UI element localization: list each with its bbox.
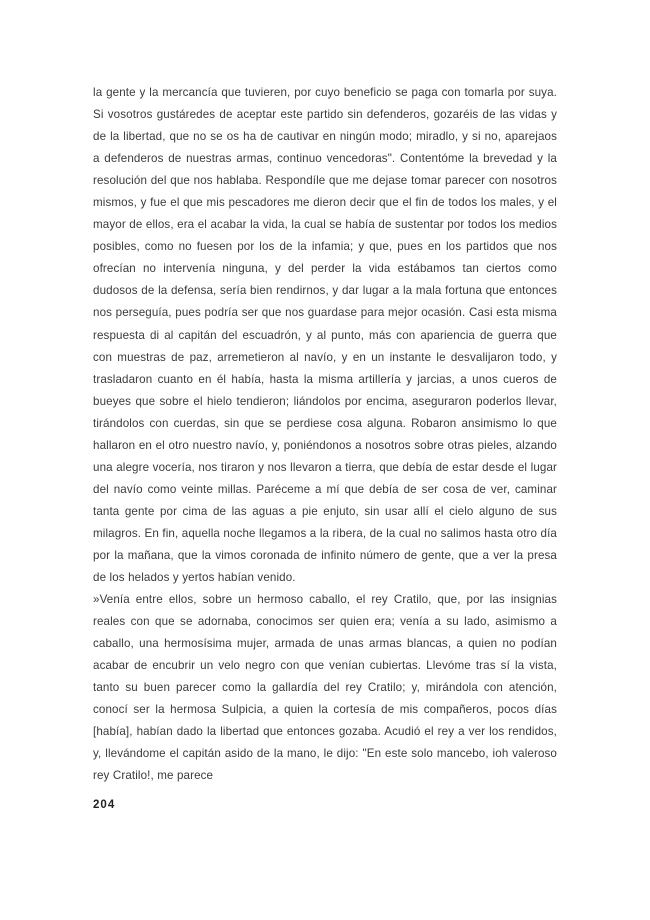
body-text-column [93, 82, 557, 788]
body-paragraph-1: la gente y la mercancía que tuvieren, por cuyo beneficio se paga con tomarla por suya. Si vosotros gustáredes de aceptar este partido sin defenderos, gozaréis de las vidas y de la libertad, que no se os ha de cautivar en ningún modo; miradlo, y si no, aparejaos a defenderos de nuestras armas, continuo vencedoras". Contentóme la brevedad y la resolución del que nos hablaba. Respondíle que me dejase tomar parecer con nosotros mismos, y fue el que mis pescadores me dieron decir que el fin de todos los males, y el mayor de ellos, era el acabar la vida, la cual se había de sustentar por todos los medios posibles, como no fuesen por los de la infamia; y que, pues en los partidos que nos ofrecían no intervenía ninguna, y del perder la vida estábamos tan ciertos como dudosos de la defensa, sería bien rendirnos, y dar lugar a la mala fortuna que entonces nos perseguía, pues podría ser que nos guardase para mejor ocasión. Casi esta misma respuesta di al capitán del escuadrón, y al punto, más con apariencia de guerra que con muestras de paz, arremetieron al navío, y en un instante le desvalijaron todo, y trasladaron cuanto en él había, hasta la misma artillería y jarcias, a unos cueros de bueyes que sobre el hielo tendieron; liándolos por encima, aseguraron poderlos llevar, tirándolos con cuerdas, sin que se perdiese cosa alguna. Robaron ansimismo lo que hallaron en el otro nuestro navío, y, poniéndonos a nosotros sobre otras pieles, alzando una alegre vocería, nos tiraron y nos llevaron a tierra, que debía de estar desde el lugar del navío como veinte millas. Paréceme a mí que debía de ser cosa de ver, caminar tanta gente por cima de las aguas a pie enjuto, sin usar allí el cielo alguno de sus milagros. En fin, aquella noche llegamos a la ribera, de la cual no salimos hasta otro día por la mañana, que la vimos coronada de infinito número de gente, que a ver la presa de los helados y yertos habían venido. [93, 86, 557, 585]
body-paragraph-2: »Venía entre ellos, sobre un hermoso caballo, el rey Cratilo, que, por las insignias reales con que se adornaba, conocimos ser quien era; venía a su lado, asimismo a caballo, una hermosísima mujer, armada de unas armas blancas, a quien no podían acabar de encubrir un velo negro con que venían cubiertas. Llevóme tras sí la vista, tanto su buen parecer como la gallardía del rey Cratilo; y, mirándola con atención, conocí ser la hermosa Sulpicia, a quien la cortesía de mis compañeros, pocos días [había], habían dado la libertad que entonces gozaba. Acudió el rey a ver los rendidos, y, llevándome el capitán asido de la mano, le dijo: "En este solo mancebo, ioh valeroso rey Cratilo!, me parece [93, 593, 557, 783]
page-number: 204 [93, 799, 116, 811]
